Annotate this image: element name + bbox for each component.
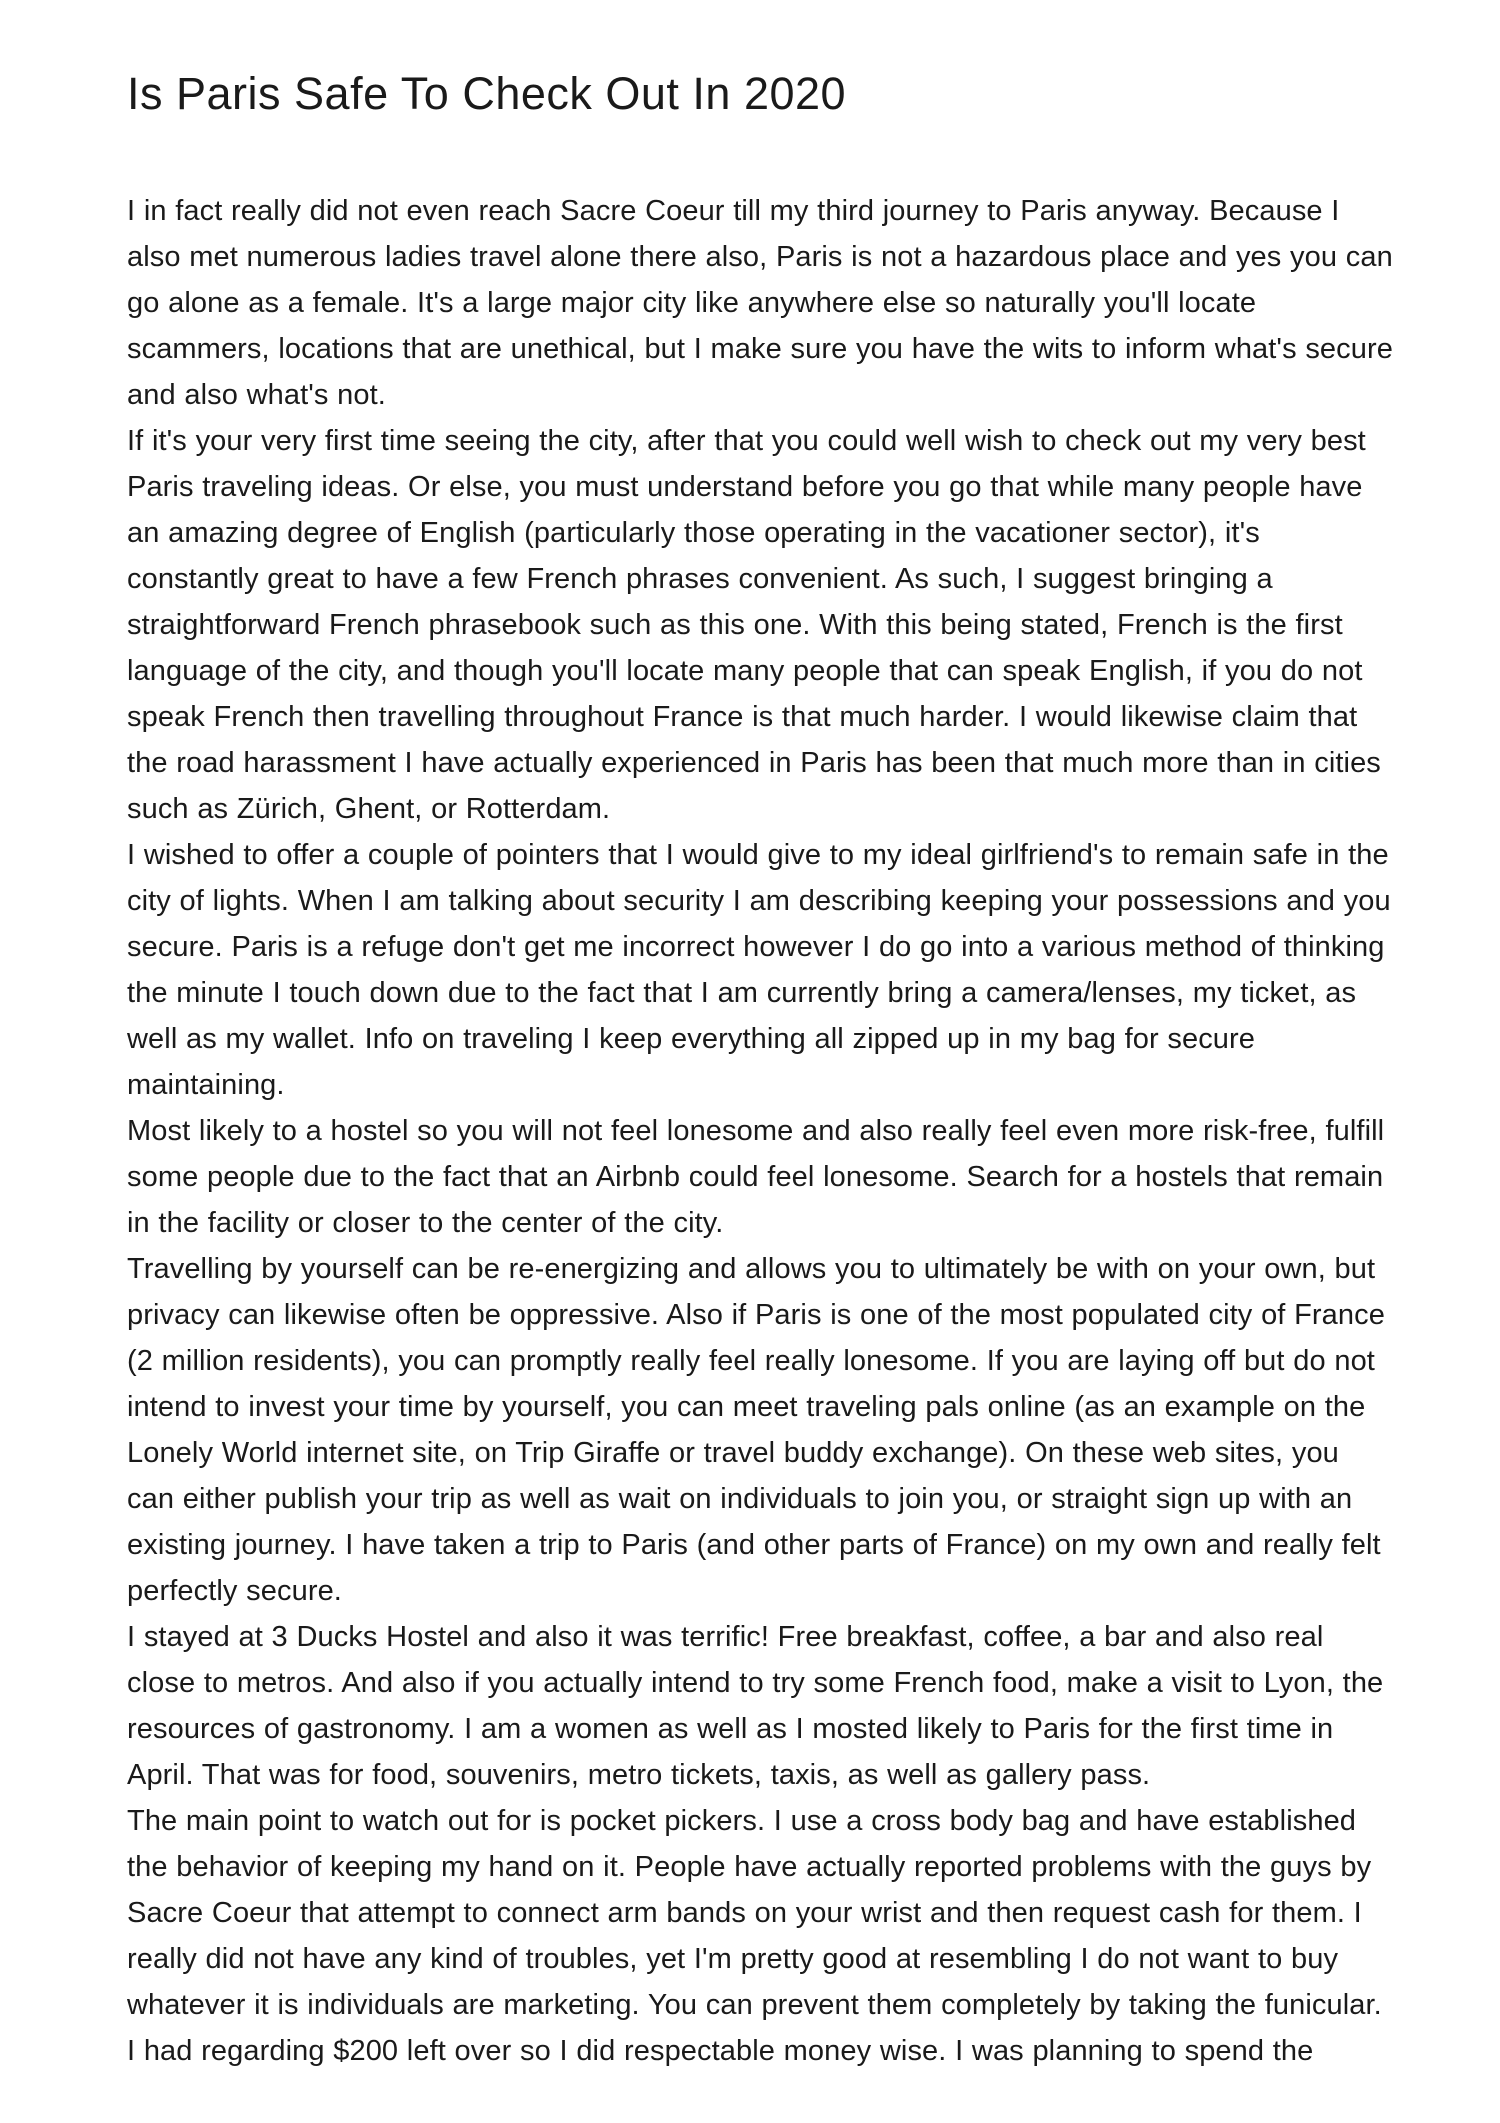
paragraph: Most likely to a hostel so you will not feel lonesome and also really feel even more risk-free, fulfill some people due to the fact that an Airbnb could feel lonesome. Search for a hostels that remain in the facility or closer to the center of the city. [127, 1115, 1385, 1239]
page-title: Is Paris Safe To Check Out In 2020 [127, 68, 847, 119]
paragraph: If it's your very first time seeing the city, after that you could well wish to check out my very best Paris traveling ideas. Or else, you must understand before you go that while many people have an amazing degree of English (particularly those operating in the vacationer sector), it's constantly great to have a few French phrases convenient. As such, I suggest bringing a straightforward French phrasebook such as this one. With this being stated, French is the first language of the city, and though you'll locate many people that can speak English, if you do not speak French then travelling throughout France is that much harder. I would likewise claim that the road harassment I have actually experienced in Paris has been that much more than in cities such as Zürich, Ghent, or Rotterdam. [127, 425, 1381, 825]
paragraph: Travelling by yourself can be re-energizing and allows you to ultimately be with on your own, but privacy can likewise often be oppressive. Also if Paris is one of the most populated city of France (2 million residents), you can promptly really feel really lonesome. If you are laying off but do not intend to invest your time by yourself, you can meet traveling pals online (as an example on the Lonely World internet site, on Trip Giraffe or travel buddy exchange). On these web sites, you can either publish your trip as well as wait on individuals to join you, or straight sign up with an existing journey. I have taken a trip to Paris (and other parts of France) on my own and really felt perfectly secure. [127, 1253, 1385, 1607]
paragraph: The main point to watch out for is pocket pickers. I use a cross body bag and have established the behavior of keeping my hand on it. People have actually reported problems with the guys by Sacre Coeur that attempt to connect arm bands on your wrist and then request cash for them. I really did not have any kind of troubles, yet I'm pretty good at resembling I do not want to buy whatever it is individuals are marketing. You can prevent them completely by taking the funicular. [127, 1805, 1382, 2021]
paragraph: I had regarding $200 left over so I did respectable money wise. I was planning to spend the [127, 2035, 1314, 2067]
paragraph: I in fact really did not even reach Sacre Coeur till my third journey to Paris anyway. Because I also met numerous ladies travel alone there also, Paris is not a hazardous place and yes you can go alone as a female. It's a large major city like anywhere else so naturally you'll locate scammers, locations that are unethical, but I make sure you have the wits to inform what's secure and also what's not. [127, 195, 1393, 411]
article-body [127, 188, 1393, 2074]
paragraph: I stayed at 3 Ducks Hostel and also it was terrific! Free breakfast, coffee, a bar and also real close to metros. And also if you actually intend to try some French food, make a visit to Lyon, the resources of gastronomy. I am a women as well as I mosted likely to Paris for the first time in April. That was for food, souvenirs, metro tickets, taxis, as well as gallery pass. [127, 1621, 1384, 1791]
paragraph: I wished to offer a couple of pointers that I would give to my ideal girlfriend's to remain safe in the city of lights. When I am talking about security I am describing keeping your possessions and you secure. Paris is a refuge don't get me incorrect however I do go into a various method of thinking the minute I touch down due to the fact that I am currently bring a camera/lenses, my ticket, as well as my wallet. Info on traveling I keep everything all zipped up in my bag for secure maintaining. [127, 839, 1391, 1101]
document-page [127, 58, 1393, 2074]
